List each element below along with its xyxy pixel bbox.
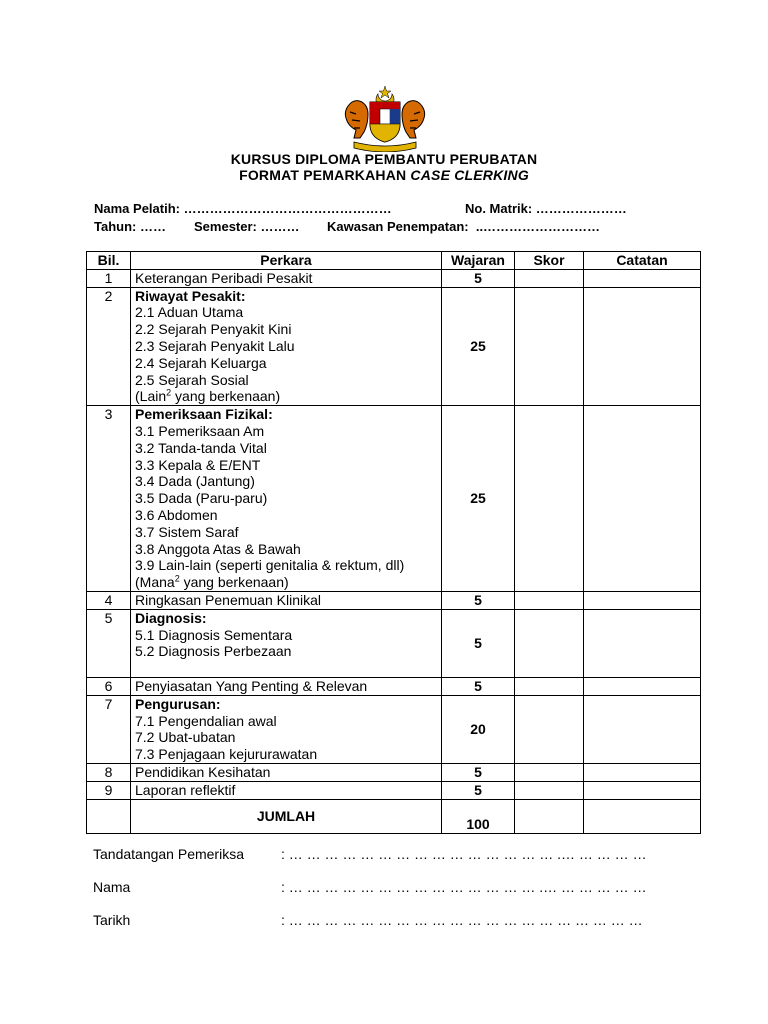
perkara-subitem: 2.2 Sejarah Penyakit Kini bbox=[135, 321, 292, 338]
row-wajaran: 5 bbox=[442, 781, 515, 799]
perkara-subitem: 7.3 Penjagaan kejururawatan bbox=[135, 746, 318, 763]
row-catatan bbox=[584, 677, 701, 695]
coat-of-arms-logo bbox=[340, 84, 430, 152]
perkara-subitem: 5.2 Diagnosis Perbezaan bbox=[135, 643, 292, 660]
perkara-subitem: 3.7 Sistem Saraf bbox=[135, 523, 239, 540]
row-catatan bbox=[584, 781, 701, 799]
perkara-title: Keterangan Peribadi Pesakit bbox=[135, 269, 313, 286]
perkara-subitem: 3.5 Dada (Paru-paru) bbox=[135, 490, 268, 507]
row-perkara bbox=[131, 677, 442, 695]
row-perkara bbox=[131, 781, 442, 799]
row-perkara bbox=[131, 287, 442, 406]
row-skor bbox=[515, 695, 584, 763]
row-wajaran: 5 bbox=[442, 609, 515, 677]
row-perkara bbox=[131, 406, 442, 592]
perkara-subitem: 3.3 Kepala & E/ENT bbox=[135, 456, 261, 473]
perkara-subitem: 2.5 Sejarah Sosial bbox=[135, 371, 249, 388]
table-header-row bbox=[87, 252, 701, 270]
scoring-table bbox=[86, 251, 701, 834]
tarikh-line: : … … … … … … … … … … … … … … … … … … … … bbox=[281, 912, 643, 928]
signature-label: Tandatangan Pemeriksa bbox=[93, 846, 244, 862]
nama-label: Nama bbox=[93, 879, 131, 895]
table-row bbox=[87, 763, 701, 781]
total-label: JUMLAH bbox=[131, 799, 442, 833]
row-skor bbox=[515, 591, 584, 609]
header-catatan: Catatan bbox=[584, 252, 701, 270]
subtitle-prefix: FORMAT PEMARKAHAN bbox=[239, 167, 411, 183]
perkara-subitem: 2.1 Aduan Utama bbox=[135, 304, 244, 321]
total-skor bbox=[515, 799, 584, 833]
note-superscript: 2 bbox=[174, 573, 180, 584]
nama-line: : … … … … … … … … … … … … … … .… … … … … … bbox=[281, 879, 647, 895]
perkara-subitem: 3.9 Lain-lain (seperti genitalia & rektum, dll) bbox=[135, 557, 405, 574]
table-row bbox=[87, 406, 701, 592]
row-bil: 4 bbox=[87, 591, 131, 609]
row-catatan bbox=[584, 609, 701, 677]
perkara-subitem: 2.4 Sejarah Keluarga bbox=[135, 354, 267, 371]
row-wajaran: 25 bbox=[442, 406, 515, 592]
kawasan-penempatan-field: Kawasan Penempatan: ..……………………… bbox=[327, 219, 601, 234]
perkara-note bbox=[135, 388, 437, 405]
perkara-subitem: 5.1 Diagnosis Sementara bbox=[135, 626, 293, 643]
row-catatan bbox=[584, 591, 701, 609]
perkara-title: Pemeriksaan Fizikal: bbox=[135, 406, 273, 423]
row-bil: 2 bbox=[87, 287, 131, 406]
row-bil: 3 bbox=[87, 406, 131, 592]
perkara-subitem: 7.1 Pengendalian awal bbox=[135, 712, 277, 729]
perkara-title: Pengurusan: bbox=[135, 695, 221, 712]
row-perkara bbox=[131, 695, 442, 763]
semester-field: Semester: ……… bbox=[194, 219, 300, 234]
total-catatan bbox=[584, 799, 701, 833]
row-bil: 1 bbox=[87, 269, 131, 287]
row-catatan bbox=[584, 695, 701, 763]
total-bil-empty bbox=[87, 799, 131, 833]
document-subtitle bbox=[0, 167, 768, 183]
perkara-title: Penyiasatan Yang Penting & Relevan bbox=[135, 677, 368, 694]
header-skor: Skor bbox=[515, 252, 584, 270]
signature-line: : … … … … … … … … … … … … … … … .… … … … … bbox=[281, 846, 647, 862]
perkara-title: Laporan reflektif bbox=[135, 781, 236, 798]
row-bil: 9 bbox=[87, 781, 131, 799]
row-perkara bbox=[131, 763, 442, 781]
row-catatan bbox=[584, 406, 701, 592]
no-matrik-field: No. Matrik: ………………… bbox=[465, 201, 627, 216]
total-value: 100 bbox=[442, 799, 515, 833]
row-perkara bbox=[131, 591, 442, 609]
table-row bbox=[87, 677, 701, 695]
row-wajaran: 20 bbox=[442, 695, 515, 763]
note-suffix: yang berkenaan) bbox=[171, 388, 281, 405]
perkara-title: Diagnosis: bbox=[135, 609, 207, 626]
tarikh-label: Tarikh bbox=[93, 912, 131, 928]
row-skor bbox=[515, 287, 584, 406]
row-skor bbox=[515, 763, 584, 781]
row-bil: 6 bbox=[87, 677, 131, 695]
row-bil: 5 bbox=[87, 609, 131, 677]
table-row bbox=[87, 287, 701, 406]
nama-pelatih-field: Nama Pelatih: ………………………………………… bbox=[94, 201, 392, 216]
perkara-title: Riwayat Pesakit: bbox=[135, 287, 246, 304]
row-skor bbox=[515, 406, 584, 592]
perkara-subitem: 3.2 Tanda-tanda Vital bbox=[135, 439, 267, 456]
row-catatan bbox=[584, 269, 701, 287]
perkara-subitem: 3.1 Pemeriksaan Am bbox=[135, 422, 265, 439]
perkara-title: Ringkasan Penemuan Klinikal bbox=[135, 591, 321, 608]
table-row bbox=[87, 269, 701, 287]
note-prefix: (Lain bbox=[135, 388, 167, 405]
perkara-subitem: 3.6 Abdomen bbox=[135, 506, 218, 523]
table-row bbox=[87, 781, 701, 799]
total-row bbox=[87, 799, 701, 833]
header-perkara: Perkara bbox=[131, 252, 442, 270]
subtitle-italic: CASE CLERKING bbox=[410, 167, 529, 183]
header-bil: Bil. bbox=[87, 252, 131, 270]
row-skor bbox=[515, 269, 584, 287]
header-wajaran: Wajaran bbox=[442, 252, 515, 270]
row-wajaran: 5 bbox=[442, 677, 515, 695]
row-skor bbox=[515, 609, 584, 677]
row-skor bbox=[515, 781, 584, 799]
row-perkara bbox=[131, 609, 442, 677]
row-perkara bbox=[131, 269, 442, 287]
row-bil: 7 bbox=[87, 695, 131, 763]
perkara-title: Pendidikan Kesihatan bbox=[135, 763, 271, 780]
blank-line bbox=[135, 660, 437, 677]
perkara-note bbox=[135, 574, 437, 591]
note-prefix: (Mana bbox=[135, 574, 175, 591]
note-suffix: yang berkenaan) bbox=[179, 574, 289, 591]
table-row bbox=[87, 695, 701, 763]
note-superscript: 2 bbox=[166, 387, 172, 398]
row-wajaran: 5 bbox=[442, 591, 515, 609]
row-catatan bbox=[584, 763, 701, 781]
table-row bbox=[87, 591, 701, 609]
tahun-field: Tahun: …… bbox=[94, 219, 166, 234]
row-skor bbox=[515, 677, 584, 695]
perkara-subitem: 3.8 Anggota Atas & Bawah bbox=[135, 540, 301, 557]
document-title: KURSUS DIPLOMA PEMBANTU PERUBATAN bbox=[230, 151, 538, 167]
perkara-subitem: 2.3 Sejarah Penyakit Lalu bbox=[135, 337, 295, 354]
table-row bbox=[87, 609, 701, 677]
perkara-subitem: 7.2 Ubat-ubatan bbox=[135, 729, 236, 746]
row-wajaran: 5 bbox=[442, 269, 515, 287]
row-wajaran: 5 bbox=[442, 763, 515, 781]
row-bil: 8 bbox=[87, 763, 131, 781]
row-catatan bbox=[584, 287, 701, 406]
perkara-subitem: 3.4 Dada (Jantung) bbox=[135, 473, 255, 490]
row-wajaran: 25 bbox=[442, 287, 515, 406]
